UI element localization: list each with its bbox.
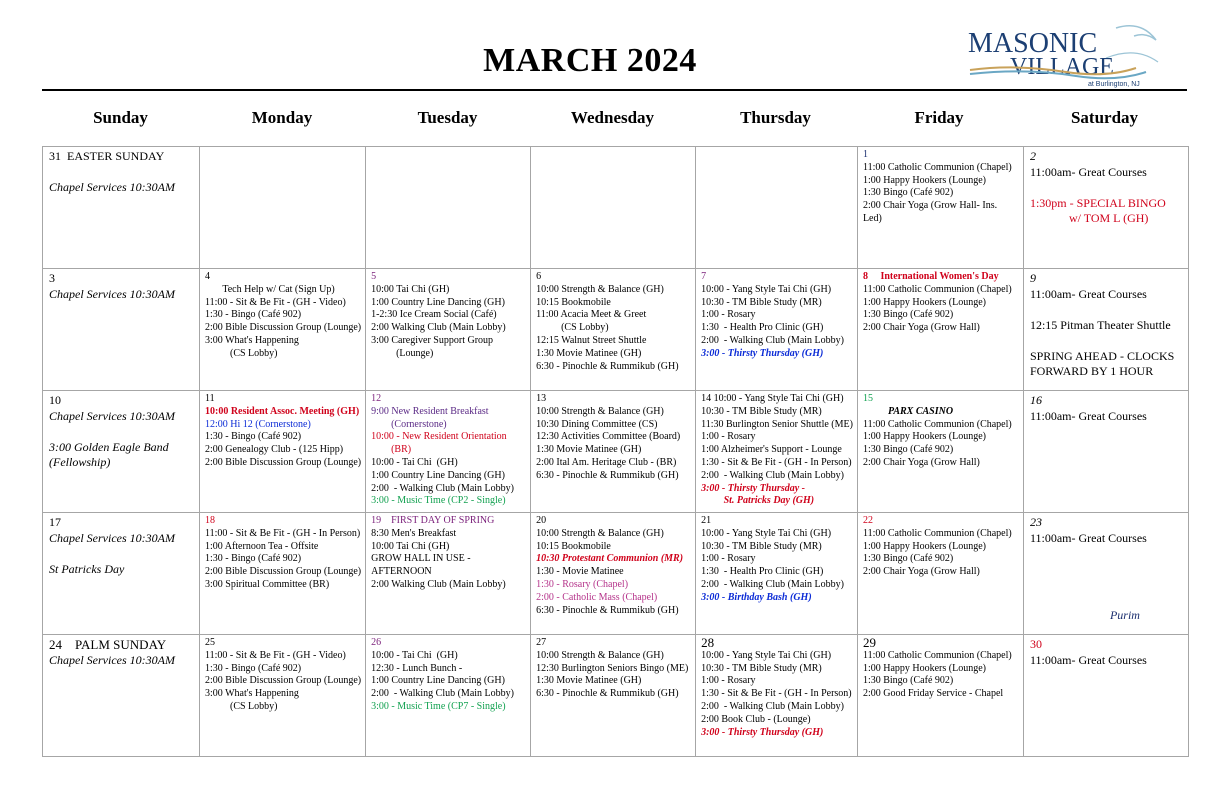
event-line: 11:00 Catholic Communion (Chapel) — [862, 161, 1012, 173]
event-line: 1:00 Country Line Dancing (GH) — [371, 675, 505, 687]
event-line: 12:30 Burlington Seniors Bingo (ME) — [536, 662, 689, 674]
event-line: 3:00 - Music Time (CP2 - Single) — [371, 495, 506, 507]
event-line — [49, 165, 195, 181]
event-line: 10:00 - Yang Style Tai Chi (GH) — [701, 283, 832, 295]
event-line: (Fellowship) — [49, 455, 111, 469]
event-line — [1030, 593, 1184, 609]
event-line — [1030, 577, 1184, 593]
day-cell-saturday — [1023, 269, 1188, 391]
day-number: 17 — [49, 515, 61, 529]
event-line: 12:00 Hi 12 (Cornerstone) — [205, 418, 311, 430]
weekday-wednesday: Wednesday — [570, 108, 655, 127]
event-line: 11:30 Burlington Senior Shuttle (ME) — [701, 418, 853, 430]
event-line: (CS Lobby) — [536, 322, 609, 334]
event-line: 1:30 Bingo (Café 902) — [862, 675, 954, 687]
event-line: 1:30 - Health Pro Clinic (GH) — [701, 322, 824, 334]
event-line: 3:00 What's Happening — [205, 334, 299, 346]
week-row — [43, 391, 1189, 513]
event-line: 2:00 Bible Discussion Group (Lounge) — [205, 456, 362, 468]
day-number: 2 — [1029, 149, 1036, 163]
event-line: 3:00 - Thirsty Thursday (GH) — [701, 347, 824, 359]
event-line: 3:00 Caregiver Support Group — [371, 334, 494, 346]
event-line: 2:00 - Walking Club (Main Lobby) — [701, 700, 844, 712]
event-line: 2:00 - Walking Club (Main Lobby) — [701, 578, 844, 590]
event-line: St Patricks Day — [49, 561, 125, 576]
event-line: 3:00 - Thirsty Thursday (GH) — [701, 726, 824, 738]
event-line: 3:00 What's Happening — [205, 688, 299, 700]
day-cell-saturday — [1023, 147, 1188, 269]
day-number: 14 10:00 - Yang Style Tai Chi (GH) — [701, 393, 844, 404]
logo-subtitle: at Burlington, NJ — [1088, 81, 1140, 88]
event-line: 1:30 - Bingo (Café 902) — [205, 309, 302, 321]
day-number: 10 — [49, 393, 61, 407]
day-cell-thursday — [696, 635, 858, 757]
event-line: Tech Help w/ Cat (Sign Up) — [205, 283, 335, 295]
event-line: 11:00 Catholic Communion (Chapel) — [862, 649, 1012, 661]
day-number: 24 PALM SUNDAY — [49, 637, 167, 652]
event-line: (Lounge) — [371, 347, 434, 359]
event-line: 11:00 Catholic Communion (Chapel) — [862, 418, 1012, 430]
weekday-saturday: Saturday — [1070, 108, 1139, 127]
event-line: 1:30 Bingo (Café 902) — [862, 553, 954, 565]
calendar-grid — [42, 146, 1189, 757]
event-line: 10:00 Resident Assoc. Meeting (GH) — [205, 405, 360, 417]
event-line: 10:00 Tai Chi (GH) — [371, 283, 450, 295]
day-cell-monday — [200, 635, 366, 757]
week-row — [43, 269, 1189, 391]
event-line: 11:00 Catholic Communion (Chapel) — [862, 283, 1012, 295]
event-line: 3:00 - Thirsty Thursday - — [701, 482, 805, 494]
event-line: 1-2:30 Ice Cream Social (Café) — [371, 309, 497, 321]
event-line — [49, 424, 195, 440]
event-line: 11:00am- Great Courses — [1029, 530, 1147, 545]
event-line: 1:00 Happy Hookers (Lounge) — [862, 174, 986, 186]
day-cell-saturday — [1023, 391, 1188, 513]
logo-word-1: MASONIC — [968, 28, 1098, 59]
day-number: 16 — [1029, 393, 1042, 407]
event-line: 1:00 Happy Hookers (Lounge) — [862, 662, 986, 674]
event-line: 10:00 Strength & Balance (GH) — [536, 405, 664, 417]
event-line: 12:30 Activities Committee (Board) — [536, 431, 681, 443]
event-line: 1:30 Bingo (Café 902) — [862, 187, 954, 199]
event-line: 6:30 - Pinochle & Rummikub (GH) — [536, 360, 679, 372]
day-cell-monday — [200, 147, 366, 269]
event-line: 6:30 - Pinochle & Rummikub (GH) — [536, 604, 679, 616]
day-number: 1 — [862, 149, 868, 160]
event-line: PARX CASINO — [862, 405, 954, 417]
event-line: 10:15 Bookmobile — [536, 296, 611, 308]
event-line: 10:00 Strength & Balance (GH) — [536, 527, 664, 539]
event-line: (CS Lobby) — [205, 347, 278, 359]
event-line: 1:00 Country Line Dancing (GH) — [371, 469, 505, 481]
day-number: 19 FIRST DAY OF SPRING — [371, 515, 495, 526]
event-line: 2:00 - Catholic Mass (Chapel) — [536, 591, 658, 603]
event-line: 3:00 Spiritual Committee (BR) — [205, 578, 330, 590]
event-line: Chapel Services 10:30AM — [49, 530, 175, 545]
event-line: 1:30 Bingo (Café 902) — [862, 444, 954, 456]
day-cell-monday — [200, 513, 366, 635]
day-cell-sunday — [43, 513, 200, 635]
event-line: Chapel Services 10:30AM — [49, 180, 175, 194]
day-cell-saturday — [1023, 513, 1188, 635]
weekday-thursday: Thursday — [740, 108, 811, 127]
event-line: St. Patricks Day (GH) — [701, 495, 815, 507]
day-cell-wednesday — [531, 513, 696, 635]
weekday-monday: Monday — [251, 108, 313, 127]
day-cell-tuesday — [366, 147, 531, 269]
masonic-village-logo — [966, 18, 1162, 92]
event-line: 2:00 - Walking Club (Main Lobby) — [701, 469, 844, 481]
event-line: 1:00 Happy Hookers (Lounge) — [862, 296, 986, 308]
event-line: 10:00 Tai Chi (GH) — [371, 540, 450, 552]
day-cell-friday — [857, 147, 1023, 269]
day-cell-tuesday — [366, 635, 531, 757]
header-rule — [42, 89, 1187, 91]
event-line: 12:30 - Lunch Bunch - — [371, 662, 463, 674]
event-line: 1:30 - Bingo (Café 902) — [205, 662, 302, 674]
event-line: 3:00 Golden Eagle Band — [49, 439, 169, 454]
event-line: 10:15 Bookmobile — [536, 540, 611, 552]
event-line: 1:00 - Rosary — [701, 309, 756, 321]
event-line: 1:00 - Rosary — [701, 675, 756, 687]
weekday-header — [42, 108, 1187, 130]
event-line: 1:00 Alzheimer's Support - Lounge — [701, 444, 842, 456]
event-line: 9:00 New Resident Breakfast — [371, 405, 489, 417]
event-line — [49, 546, 195, 562]
day-cell-sunday — [43, 391, 200, 513]
event-line: FORWARD BY 1 HOUR — [1029, 364, 1154, 378]
day-number: 5 — [371, 271, 377, 282]
event-line: 1:30 - Health Pro Clinic (GH) — [701, 566, 824, 578]
day-cell-saturday — [1023, 635, 1188, 757]
event-line: 1:00 Happy Hookers (Lounge) — [862, 431, 986, 443]
event-line: 1:00 Afternoon Tea - Offsite — [205, 540, 319, 552]
event-line: 11:00 - Sit & Be Fit - (GH - Video) — [205, 296, 346, 308]
day-number: 31 EASTER SUNDAY — [49, 149, 165, 163]
event-line: 10:00 - Tai Chi (GH) — [371, 456, 458, 468]
day-cell-wednesday — [531, 147, 696, 269]
day-cell-friday — [857, 513, 1023, 635]
event-line: 2:00 - Walking Club (Main Lobby) — [701, 334, 844, 346]
day-number: 29 — [862, 635, 876, 650]
event-line: 11:00am- Great Courses — [1029, 164, 1147, 179]
day-number: 30 — [1029, 637, 1042, 651]
day-cell-thursday — [696, 513, 858, 635]
day-number: 3 — [49, 271, 55, 285]
event-line: 11:00am- Great Courses — [1029, 652, 1147, 667]
event-line: 11:00am- Great Courses — [1029, 286, 1147, 301]
event-line: 10:30 - TM Bible Study (MR) — [701, 662, 822, 674]
event-line: 2:00 - Walking Club (Main Lobby) — [371, 688, 514, 700]
day-cell-monday — [200, 391, 366, 513]
event-line: w/ TOM L (GH) — [1029, 211, 1149, 225]
event-line: 2:00 Chair Yoga (Grow Hall- Ins. — [862, 200, 998, 212]
event-line: 10:30 Protestant Communion (MR) — [536, 553, 684, 565]
event-line: 2:00 Walking Club (Main Lobby) — [371, 578, 506, 590]
event-line: 1:00 - Rosary — [701, 431, 756, 443]
day-number: 22 — [862, 515, 873, 526]
event-line: 1:00 Country Line Dancing (GH) — [371, 296, 505, 308]
event-line: SPRING AHEAD - CLOCKS — [1029, 348, 1175, 363]
event-line: 2:00 Bible Discussion Group (Lounge) — [205, 675, 362, 687]
event-line: 11:00 - Sit & Be Fit - (GH - Video) — [205, 649, 346, 661]
event-line: 2:00 Chair Yoga (Grow Hall) — [862, 566, 980, 578]
week-row — [43, 635, 1189, 757]
page-title: MARCH 2024 — [483, 42, 697, 79]
day-cell-friday — [857, 635, 1023, 757]
event-line: AFTERNOON — [371, 566, 432, 578]
day-number: 6 — [536, 271, 542, 282]
event-line: (CS Lobby) — [205, 700, 278, 712]
event-line: 2:00 Bible Discussion Group (Lounge) — [205, 322, 362, 334]
day-cell-sunday — [43, 147, 200, 269]
day-number: 26 — [371, 637, 382, 648]
day-cell-friday — [857, 391, 1023, 513]
event-line: 1:30 - Sit & Be Fit - (GH - In Person) — [701, 688, 852, 700]
day-number: 18 — [205, 515, 215, 526]
day-cell-tuesday — [366, 391, 531, 513]
event-line: 10:30 - TM Bible Study (MR) — [701, 540, 822, 552]
event-line: 3:00 - Birthday Bash (GH) — [701, 591, 812, 603]
event-line — [1030, 180, 1184, 196]
event-line: 10:00 Strength & Balance (GH) — [536, 649, 664, 661]
event-line: 1:30 - Bingo (Café 902) — [205, 431, 302, 443]
day-number: 9 — [1029, 271, 1036, 285]
event-line: 1:30 Movie Matinee (GH) — [536, 347, 642, 359]
day-cell-tuesday — [366, 269, 531, 391]
day-number: 15 — [862, 393, 873, 404]
day-cell-thursday — [696, 147, 858, 269]
event-line: Chapel Services 10:30AM — [49, 408, 175, 423]
event-line — [1030, 562, 1184, 578]
event-line: 10:00 - New Resident Orientation — [371, 431, 507, 443]
event-line: 1:00 - Rosary — [701, 553, 756, 565]
event-line: 2:00 Chair Yoga (Grow Hall) — [862, 322, 980, 334]
day-cell-thursday — [696, 269, 858, 391]
day-number: 20 — [536, 515, 547, 526]
event-line: 6:30 - Pinochle & Rummikub (GH) — [536, 688, 679, 700]
event-line: 1:30 Movie Matinee (GH) — [536, 675, 642, 687]
event-line — [1030, 333, 1184, 349]
event-line: 10:00 - Yang Style Tai Chi (GH) — [701, 527, 832, 539]
event-line — [1030, 546, 1184, 562]
event-line: 10:00 - Tai Chi (GH) — [371, 649, 458, 661]
event-line — [1030, 302, 1184, 318]
day-number: 4 — [205, 271, 210, 282]
event-line: 2:00 Ital Am. Heritage Club - (BR) — [536, 456, 677, 468]
weekday-tuesday: Tuesday — [417, 108, 478, 127]
week-row — [43, 147, 1189, 269]
event-line: (BR) — [371, 444, 412, 456]
event-line: 10:00 - Yang Style Tai Chi (GH) — [701, 649, 832, 661]
week-row — [43, 513, 1189, 635]
event-line: (Cornerstone) — [371, 418, 447, 430]
weekday-sunday: Sunday — [93, 108, 148, 127]
event-line: Chapel Services 10:30AM — [49, 652, 175, 667]
day-cell-wednesday — [531, 269, 696, 391]
event-line: 2:00 Good Friday Service - Chapel — [862, 688, 1004, 700]
day-cell-wednesday — [531, 391, 696, 513]
day-cell-monday — [200, 269, 366, 391]
day-number: 28 — [701, 635, 715, 650]
event-line: 1:30 Bingo (Café 902) — [862, 309, 954, 321]
event-line: 2:00 Chair Yoga (Grow Hall) — [862, 456, 980, 468]
calendar-body — [43, 147, 1189, 757]
event-line: 2:00 Bible Discussion Group (Lounge) — [205, 566, 362, 578]
event-line: 1:00 Happy Hookers (Lounge) — [862, 540, 986, 552]
day-number: 21 — [701, 515, 712, 526]
event-line: 1:30 - Rosary (Chapel) — [536, 578, 629, 590]
event-line: 12:15 Pitman Theater Shuttle — [1029, 317, 1171, 332]
event-line: 1:30 - Bingo (Café 902) — [205, 553, 302, 565]
day-number: 27 — [536, 637, 547, 648]
event-line: GROW HALL IN USE - — [371, 553, 471, 565]
day-number: 8 International Women's Day — [862, 271, 999, 282]
event-line: 1:30pm - SPECIAL BINGO — [1029, 195, 1166, 210]
day-number: 12 — [371, 393, 382, 404]
event-line: 3:00 - Music Time (CP7 - Single) — [371, 700, 506, 712]
event-line: 11:00 Acacia Meet & Greet — [536, 309, 647, 321]
day-number: 25 — [205, 637, 215, 648]
day-number: 7 — [701, 271, 707, 282]
weekday-friday: Friday — [914, 108, 964, 127]
day-cell-friday — [857, 269, 1023, 391]
day-cell-sunday — [43, 635, 200, 757]
event-line: Led) — [862, 212, 882, 224]
event-line: Chapel Services 10:30AM — [49, 286, 175, 301]
day-number: 13 — [536, 393, 547, 404]
event-line: 2:00 Book Club - (Lounge) — [701, 713, 811, 725]
event-line: 6:30 - Pinochle & Rummikub (GH) — [536, 469, 679, 481]
event-line: Purim — [1109, 608, 1140, 622]
event-line: 11:00 Catholic Communion (Chapel) — [862, 527, 1012, 539]
event-line: 8:30 Men's Breakfast — [371, 527, 457, 539]
day-number: 23 — [1029, 515, 1042, 529]
day-cell-tuesday — [366, 513, 531, 635]
day-cell-thursday — [696, 391, 858, 513]
event-line: 10:30 - TM Bible Study (MR) — [701, 296, 822, 308]
event-line: 11:00 - Sit & Be Fit - (GH - In Person) — [205, 527, 361, 539]
event-line: 10:30 - TM Bible Study (MR) — [701, 405, 822, 417]
event-line: 12:15 Walnut Street Shuttle — [536, 334, 647, 346]
event-line: 2:00 - Walking Club (Main Lobby) — [371, 482, 514, 494]
day-number: 11 — [205, 393, 215, 404]
day-cell-wednesday — [531, 635, 696, 757]
event-line: 1:30 Movie Matinee (GH) — [536, 444, 642, 456]
day-cell-sunday — [43, 269, 200, 391]
event-line: 10:00 Strength & Balance (GH) — [536, 283, 664, 295]
logo-word-2: VILLAGE — [1010, 54, 1114, 80]
event-line: 1:30 - Movie Matinee — [536, 566, 624, 578]
event-line: 11:00am- Great Courses — [1029, 408, 1147, 423]
event-line: 10:30 Dining Committee (CS) — [536, 418, 658, 430]
event-line: 2:00 Genealogy Club - (125 Hipp) — [205, 444, 344, 456]
event-line: 1:30 - Sit & Be Fit - (GH - In Person) — [701, 456, 852, 468]
event-line: 2:00 Walking Club (Main Lobby) — [371, 322, 506, 334]
